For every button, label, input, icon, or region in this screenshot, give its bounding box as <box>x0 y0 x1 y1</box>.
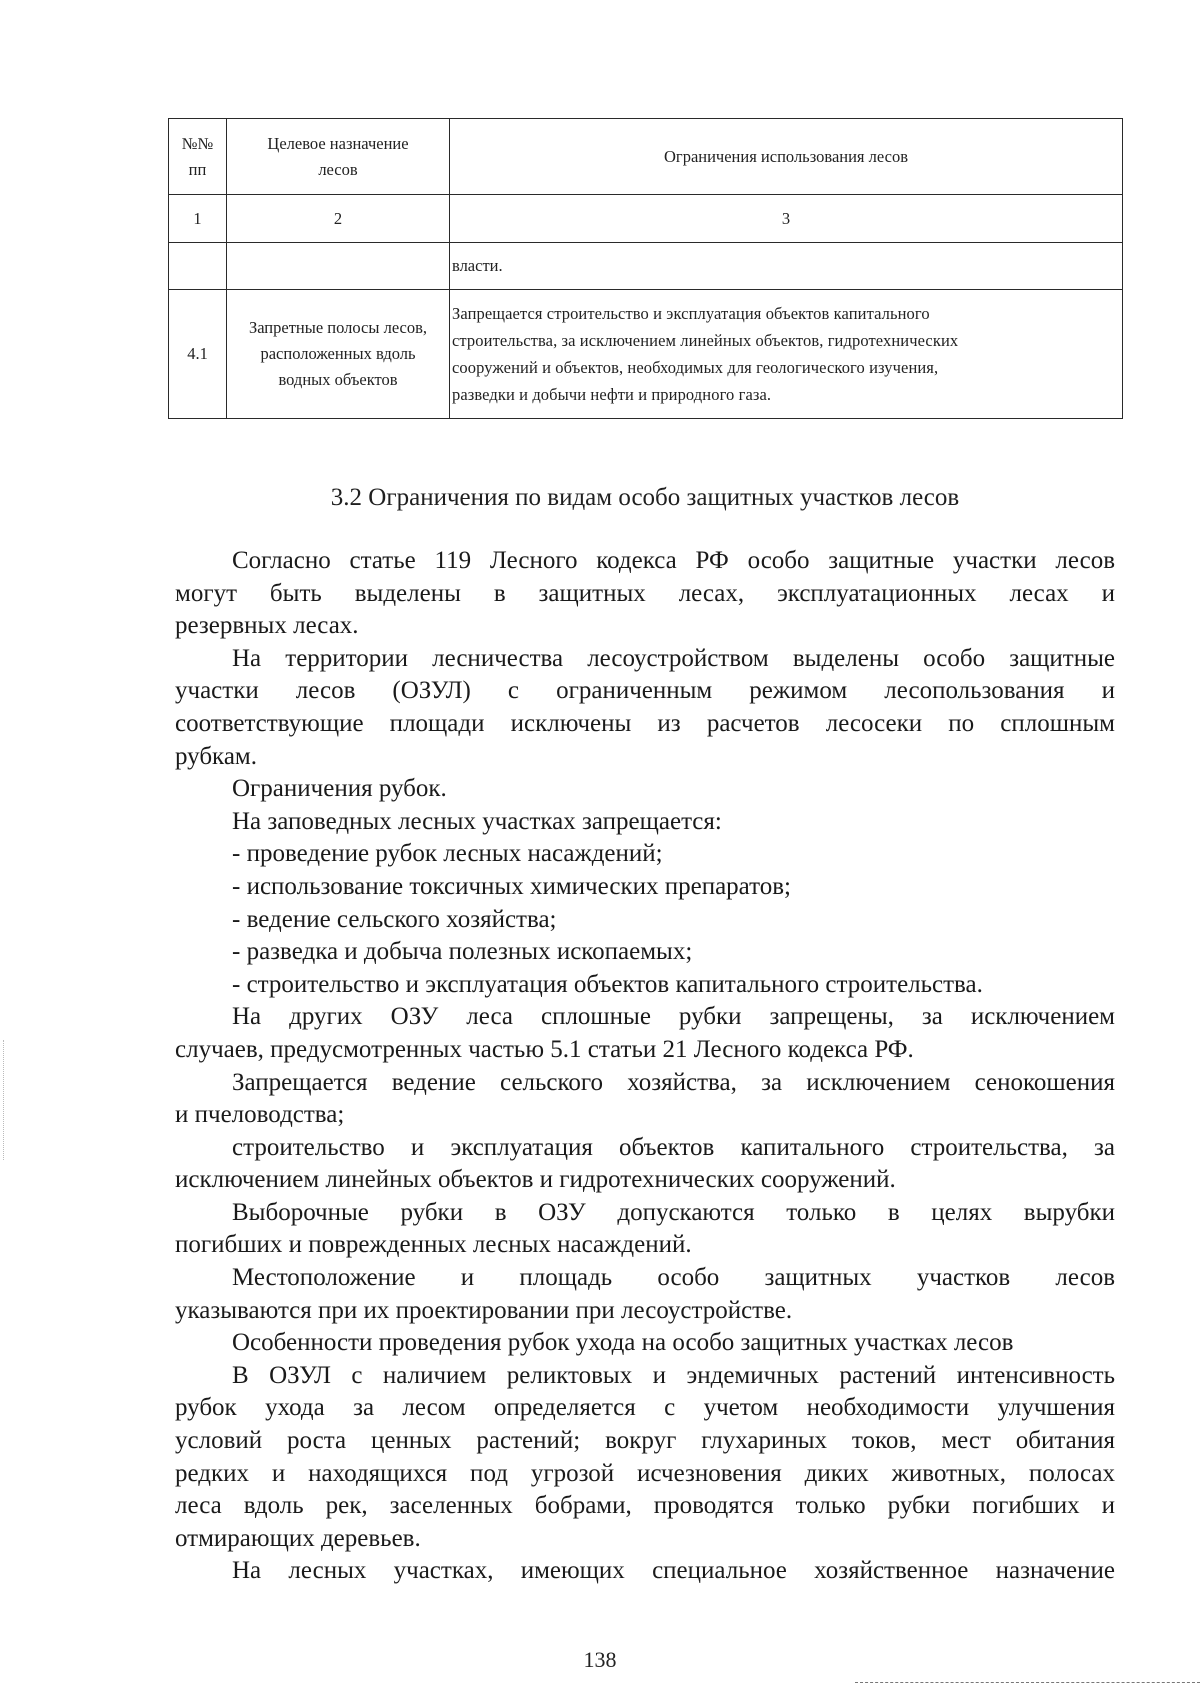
paragraph-line: Особенности проведения рубок ухода на особо защитных участках лесов <box>232 1329 1014 1357</box>
scan-artifact-speck <box>3 1040 5 1160</box>
paragraph-line: Местоположение и площадь особо защитных участков лесов <box>232 1264 1115 1292</box>
purpose-line: расположенных вдоль <box>260 344 416 363</box>
scan-artifact-line <box>855 1682 1200 1684</box>
row-number <box>169 243 227 290</box>
restriction-line: власти. <box>452 256 503 275</box>
paragraph-line: рубкам. <box>175 742 257 770</box>
paragraph-line: и пчеловодства; <box>175 1101 345 1129</box>
paragraph-line: В ОЗУЛ с наличием реликтовых и эндемичных растений интенсивность <box>232 1361 1115 1389</box>
header-number <box>169 119 227 195</box>
paragraph-line: рубок ухода за лесом определяется с учетом необходимости улучшения <box>175 1394 1115 1422</box>
paragraph-line: строительство и эксплуатация объектов капитального строительства, за <box>232 1133 1115 1161</box>
restriction-line: разведки и добычи нефти и природного газа. <box>452 385 772 404</box>
paragraph-line: На заповедных лесных участках запрещается: <box>232 807 722 835</box>
column-number: 1 <box>169 195 227 243</box>
paragraph-line: леса вдоль рек, заселенных бобрами, проводятся только рубки погибших и <box>175 1492 1115 1520</box>
paragraph-line: Запрещается ведение сельского хозяйства, за исключением сенокошения <box>232 1068 1115 1096</box>
list-item: - проведение рубок лесных насаждений; <box>232 840 663 868</box>
paragraph-line: условий роста ценных растений; вокруг глухариных токов, мест обитания <box>175 1427 1115 1455</box>
row-purpose <box>227 243 450 290</box>
section-heading: 3.2 Ограничения по видам особо защитных участков лесов <box>330 484 960 511</box>
paragraph-line: На территории лесничества лесоустройством выделены особо защитные <box>232 644 1115 672</box>
page-number: 138 <box>583 1647 617 1672</box>
paragraph-line: Выборочные рубки в ОЗУ допускаются только в целях вырубки <box>232 1198 1115 1226</box>
list-item: - ведение сельского хозяйства; <box>232 905 557 933</box>
header-number-line: пп <box>188 159 207 179</box>
paragraph-line: погибших и поврежденных лесных насаждений. <box>175 1231 692 1259</box>
paragraph-line: редких и находящихся под угрозой исчезновения диких животных, полосах <box>175 1459 1115 1487</box>
purpose-line: водных объектов <box>278 370 398 389</box>
header-purpose-line: лесов <box>318 159 358 179</box>
row-restriction <box>450 243 1123 290</box>
table-header-row <box>169 119 1123 195</box>
paragraph-line: могут быть выделены в защитных лесах, эксплуатационных лесах и <box>175 579 1115 607</box>
paragraph-line: Ограничения рубок. <box>232 775 447 803</box>
paragraph-line: соответствующие площади исключены из расчетов лесосеки по сплошным <box>175 709 1115 737</box>
table-row <box>169 243 1123 290</box>
header-purpose <box>227 119 450 195</box>
header-purpose-line: Целевое назначение <box>267 133 409 153</box>
row-restriction <box>450 290 1123 419</box>
restriction-line: Запрещается строительство и эксплуатация объектов капитального <box>452 304 930 323</box>
paragraph-line: указываются при их проектировании при лесоустройстве. <box>175 1296 793 1324</box>
column-number: 2 <box>227 195 450 243</box>
row-number: 4.1 <box>169 290 227 419</box>
paragraph-line: Согласно статье 119 Лесного кодекса РФ особо защитные участки лесов <box>232 547 1115 574</box>
table-row <box>169 290 1123 419</box>
paragraph-line: исключением линейных объектов и гидротехнических сооружений. <box>175 1166 896 1194</box>
list-item: - использование токсичных химических препаратов; <box>232 872 791 900</box>
row-purpose <box>227 290 450 419</box>
column-number: 3 <box>450 195 1123 243</box>
paragraph-line: На других ОЗУ леса сплошные рубки запрещены, за исключением <box>232 1003 1115 1031</box>
restriction-line: строительства, за исключением линейных объектов, гидротехнических <box>452 331 959 350</box>
list-item: - разведка и добыча полезных ископаемых; <box>232 938 693 966</box>
paragraph-line: отмирающих деревьев. <box>175 1524 421 1552</box>
table-column-numbers-row <box>169 195 1123 243</box>
paragraph-line: участки лесов (ОЗУЛ) с ограниченным режимом лесопользования и <box>175 677 1115 705</box>
purpose-line: Запретные полосы лесов, <box>248 318 428 337</box>
paragraph-line: резервных лесах. <box>175 612 359 640</box>
header-restrictions: Ограничения использования лесов <box>450 119 1123 195</box>
paragraph-line: На лесных участках, имеющих специальное хозяйственное назначение <box>232 1557 1115 1585</box>
forest-restrictions-table <box>168 118 1123 419</box>
body-text <box>175 545 1115 1588</box>
restriction-line: сооружений и объектов, необходимых для геологического изучения, <box>452 358 939 377</box>
paragraph-line: случаев, предусмотренных частью 5.1 статьи 21 Лесного кодекса РФ. <box>175 1035 914 1063</box>
header-number-line: №№ <box>181 133 214 153</box>
list-item: - строительство и эксплуатация объектов капитального строительства. <box>232 970 983 998</box>
